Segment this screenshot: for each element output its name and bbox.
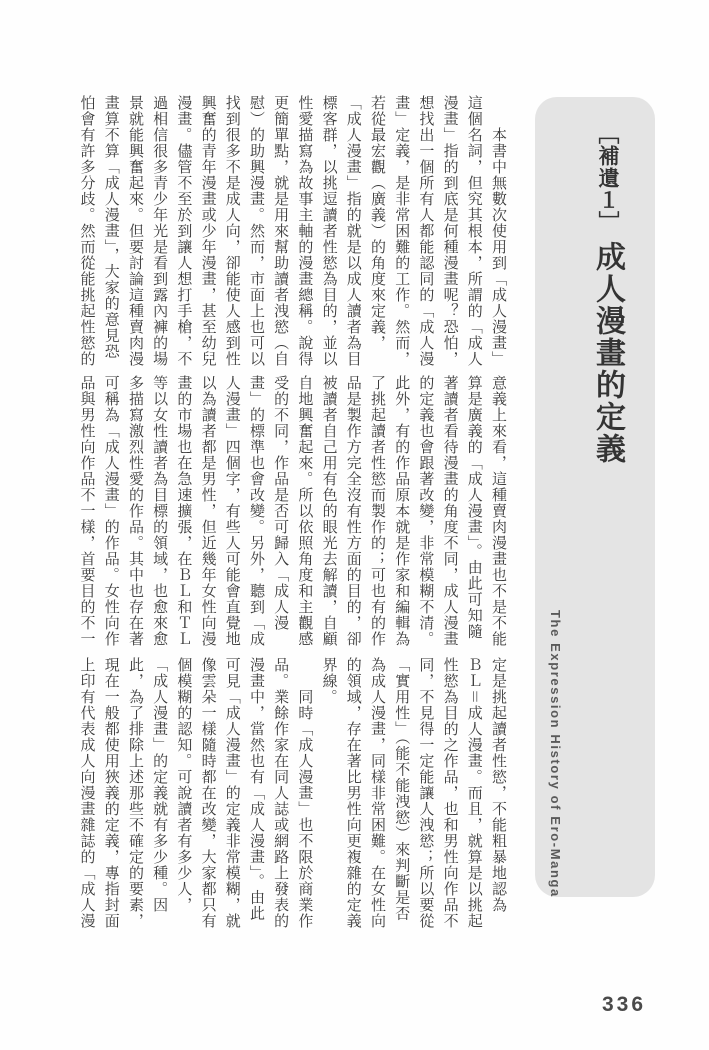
text-column: 過相信很多青少年光是看到露內褲的場 xyxy=(151,95,168,367)
text-column: 標客群，以挑逗讀者性慾為目的，並以 xyxy=(320,95,337,367)
text-column: 畫的市場也在急速擴張，在ＢＬ和ＴＬ xyxy=(175,375,192,647)
text-column: 漫畫。儘管不至於到讓人想打手槍，不 xyxy=(175,95,192,367)
text-column: 上印有代表成人向漫畫雜誌的「成人漫 xyxy=(78,657,95,929)
chapter-title-main: 成人漫畫的定義 xyxy=(591,241,624,465)
text-column: 意義上來看，這種賣肉漫畫也不是不能 xyxy=(490,375,506,647)
text-column: 的領域，存在著比男性向更複雜的定義 xyxy=(344,657,361,929)
text-column: 興奮的青年漫畫或少年漫畫，甚至幼兒 xyxy=(199,95,216,367)
text-column: 被讀者自己用有色的眼光去解讀，自顧 xyxy=(320,375,337,647)
chapter-tab xyxy=(535,97,655,897)
text-column: 的定義也會跟著改變，非常模糊不清。 xyxy=(417,375,434,647)
text-band-bottom xyxy=(72,657,510,935)
text-column: 品。業餘作家在同人誌或網路上發表的 xyxy=(272,657,289,929)
text-column: 人漫畫」四個字，有些人可能會直覺地 xyxy=(223,375,240,647)
text-column: 此外，有的作品原本就是作家和編輯為 xyxy=(393,375,410,647)
text-column: 像雲朵一樣隨時都在改變，大家都只有 xyxy=(199,657,216,929)
text-column: 「實用性」（能不能洩慾）來判斷是否 xyxy=(393,657,410,922)
text-column: 多描寫激烈性愛的作品。其中也存在著 xyxy=(126,375,143,647)
text-band-top xyxy=(72,95,510,373)
text-column: 自地興奮起來。所以依照角度和主觀感 xyxy=(296,375,313,647)
text-column: 畫算不算「成人漫畫」，大家的意見恐 xyxy=(102,95,119,360)
text-column: 界線。 xyxy=(320,657,337,705)
text-column: 品與男性向作品不一樣，首要目的不一 xyxy=(78,375,95,647)
chapter-title-prefix: ［補遺１］ xyxy=(596,123,619,233)
text-column: 本書中無數次使用到「成人漫畫」 xyxy=(490,95,506,367)
text-column: 現在一般都使用狹義的定義，專指封面 xyxy=(102,657,119,929)
text-column: 若從最宏觀（廣義）的角度來定義， xyxy=(368,95,385,351)
text-column: 可見「成人漫畫」的定義非常模糊，就 xyxy=(223,657,240,929)
text-column: 性愛描寫為故事主軸的漫畫總稱。說得 xyxy=(296,95,313,367)
text-column: 想找出一個所有人都能認同的「成人漫 xyxy=(417,95,434,367)
text-column: 漫畫中，當然也有「成人漫畫」。由此 xyxy=(247,657,264,922)
text-column: 受的不同，作品是否可歸入「成人漫 xyxy=(272,375,289,631)
chapter-title xyxy=(585,123,629,465)
text-column: 找到很多不是成人向，卻能使人感到性 xyxy=(223,95,240,367)
text-column: 為成人漫畫，同樣非常困難。在女性向 xyxy=(368,657,385,929)
text-column: 畫」定義，是非常困難的工作。然而， xyxy=(393,95,410,367)
text-column: 以為讀者都是男性，但近幾年女性向漫 xyxy=(199,375,216,647)
text-column: 怕會有許多分歧。然而從能挑起性慾的 xyxy=(78,95,95,367)
text-column: 算是廣義的「成人漫畫」。由此可知隨 xyxy=(465,375,482,640)
text-column: 「成人漫畫」的定義就有多少種。因 xyxy=(151,657,168,913)
text-column: 這個名詞，但究其根本，所謂的「成人 xyxy=(465,95,482,367)
text-column: ＢＬ＝成人漫畫。而且，就算是以挑起 xyxy=(465,657,482,930)
text-column: 更簡單點，就是用來幫助讀者洩慾（自 xyxy=(272,95,289,367)
text-column: 慰）的助興漫畫。然而，市面上也可以 xyxy=(247,95,264,367)
text-column: 了挑起讀者性慾而製作的；可也有的作 xyxy=(368,375,385,647)
text-band-middle xyxy=(72,375,510,653)
text-column: 定是挑起讀者性慾，不能粗暴地認為 xyxy=(490,657,506,913)
text-column: 著讀者看待漫畫的角度不同，成人漫畫 xyxy=(441,375,458,647)
page-number: 336 xyxy=(602,993,647,1016)
text-column: 此，為了排除上述那些不確定的要素， xyxy=(126,657,143,929)
text-column: 同，不見得一定能讓人洩慾；所以要從 xyxy=(417,657,434,929)
text-column: 漫畫」指的到底是何種漫畫呢？恐怕， xyxy=(441,95,458,367)
text-column: 等以女性讀者為目標的領域，也愈來愈 xyxy=(151,375,168,647)
text-column: 個模糊的認知。可說讀者有多少人， xyxy=(175,657,192,913)
text-column: 景就能興奮起來。但要討論這種賣肉漫 xyxy=(126,95,143,367)
text-column: 畫」的標準也會改變。另外，聽到「成 xyxy=(247,375,264,647)
text-column: 可稱為「成人漫畫」的作品。女性向作 xyxy=(102,375,119,647)
text-column: 品是製作方完全沒有性方面的目的，卻 xyxy=(344,375,361,647)
text-column: 「成人漫畫」指的就是以成人讀者為目 xyxy=(344,95,361,367)
text-column: 同時「成人漫畫」也不限於商業作 xyxy=(296,657,313,929)
chapter-caption-english: The Expression History of Ero-Manga xyxy=(548,610,563,898)
text-column: 性慾為目的之作品，也和男性向作品不 xyxy=(441,657,458,929)
